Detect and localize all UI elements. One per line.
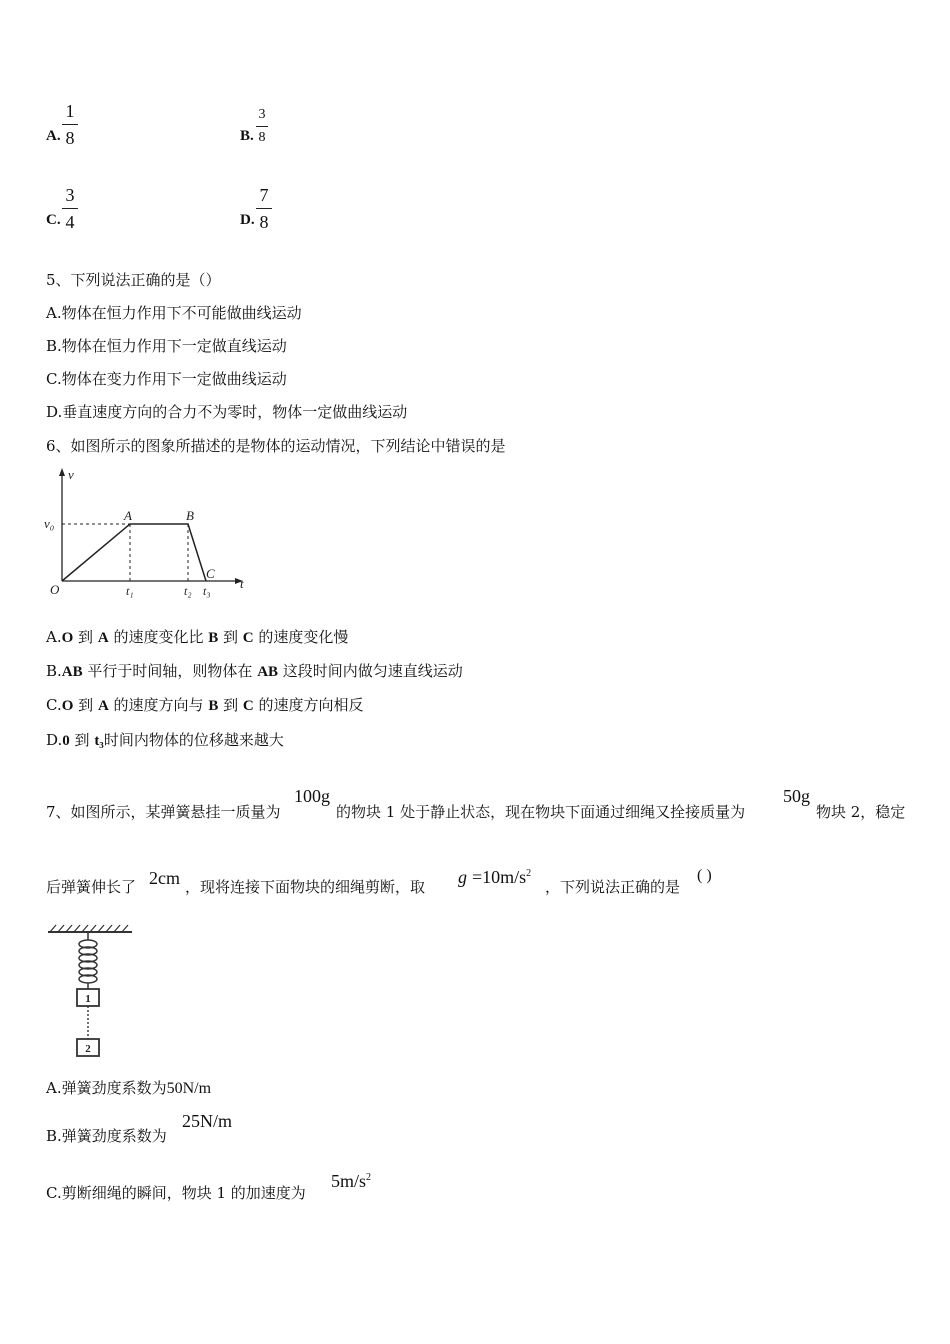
q7-g-value: $=10m/s^2$ [472,867,532,887]
q4-option-d-fraction: 7 8 [256,185,272,232]
graph-label-a: A [124,508,132,523]
q7-extension: 2cm [149,868,180,888]
q5-option-c: C.物体在变力作用下一定做曲线运动 [46,370,287,388]
q7-g-symbol: g [458,867,467,887]
q6-velocity-time-graph [40,465,255,600]
q5-option-b: B.物体在恒力作用下一定做直线运动 [46,337,287,355]
graph-label-origin: O [50,582,60,597]
graph-label-t2: t₂ [184,584,192,598]
q7-line1-part-c: 物块 2，稳定 [816,803,906,821]
graph-label-t: t [240,576,244,591]
q4-option-b-label: B. [240,128,254,144]
q7-answer-paren: ( ) [697,867,712,884]
q7-mass1: 100g [294,786,330,806]
q7-option-b-label: B.弹簧劲度系数为 [46,1127,167,1145]
block-1-label: 1 [85,993,91,1005]
q7-line1-part-a: 7、如图所示，某弹簧悬挂一质量为 [46,803,281,821]
q4-option-c-label: C. [46,212,61,228]
q7-option-b-value: 25N/m [182,1111,233,1131]
q7-mass2: 50g [783,786,810,806]
q7-line1-part-b: 的物块 1 处于静止状态，现在物块下面通过细绳又拴接质量为 [336,803,746,821]
q7-option-c-value: $5m/s^2$ [331,1171,372,1191]
graph-label-t1: t₁ [126,584,134,598]
q4-option-c-fraction: 3 4 [62,185,78,232]
q5-stem: 5、下列说法正确的是（） [46,271,221,289]
q7-line2-part-b: ，现将连接下面物块的细绳剪断，取 [185,878,426,896]
q7-spring-figure [44,920,136,1062]
spring-coil [79,940,97,983]
graph-label-t3: t₃ [203,584,211,598]
graph-label-v: v [68,467,74,482]
q7-option-c-label: C.剪断细绳的瞬间，物块 1 的加速度为 [46,1184,306,1202]
q6-option-b: B.AB 平行于时间轴，则物体在 AB 这段时间内做匀速直线运动 [46,662,463,680]
q4-option-a-fraction: 1 8 [62,101,78,148]
graph-label-v0: v₀ [44,516,55,531]
q5-option-a: A.物体在恒力作用下不可能做曲线运动 [46,304,302,322]
q7-option-a: A.弹簧劲度系数为50N/m [46,1079,212,1097]
q7-line2-part-a: 后弹簧伸长了 [46,878,137,896]
graph-label-b: B [186,508,194,523]
q6-option-a: A.O 到 A 的速度变化比 B 到 C 的速度变化慢 [46,628,349,646]
q6-option-c: C.O 到 A 的速度方向与 B 到 C 的速度方向相反 [46,696,364,714]
q6-stem: 6、如图所示的图象所描述的是物体的运动情况，下列结论中错误的是 [46,437,506,455]
graph-velocity-line [62,524,206,581]
graph-label-c: C [206,566,215,581]
q4-option-b-fraction: 3 8 [256,107,268,146]
q4-option-d-label: D. [240,212,255,228]
block-2-label: 2 [85,1043,91,1055]
q7-line2-part-c: ，下列说法正确的是 [545,878,681,896]
q6-option-d: D.0 到 t₃时间内物体的位移越来越大 [46,731,284,749]
q5-option-d: D.垂直速度方向的合力不为零时，物体一定做曲线运动 [46,403,408,421]
q4-option-a-label: A. [46,128,61,144]
